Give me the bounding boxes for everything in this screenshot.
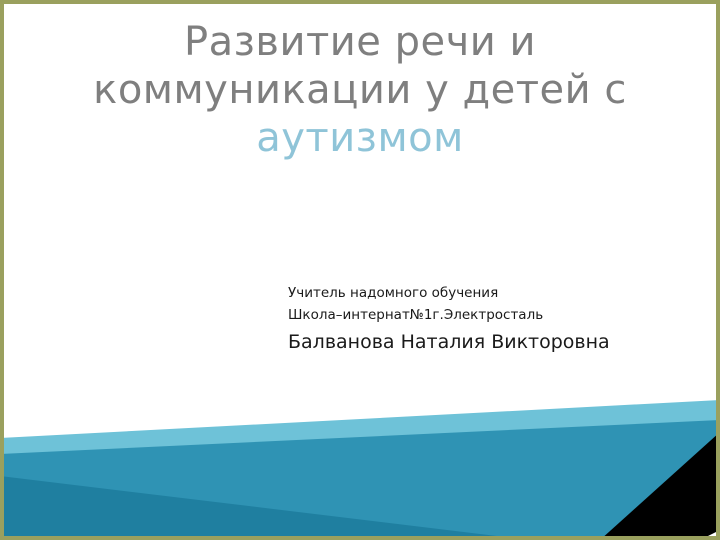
slide-title	[50, 18, 670, 162]
bottom-decoration	[0, 380, 720, 540]
author-institution: Школа–интернат№1г.Электросталь	[288, 307, 544, 323]
slide-border-top	[0, 0, 720, 4]
title-line-1: Развитие речи и	[184, 19, 536, 65]
bottom-decoration-shapes	[0, 380, 720, 540]
author-role: Учитель надомного обучения	[288, 285, 499, 301]
slide-border-right	[716, 0, 720, 540]
author-block	[288, 282, 688, 356]
author-name: Балванова Наталия Викторовна	[288, 331, 610, 353]
slide-border-bottom	[0, 536, 720, 540]
slide-border-left	[0, 0, 4, 540]
title-line-3: аутизмом	[256, 115, 464, 161]
title-line-2: коммуникации у детей с	[93, 67, 627, 113]
